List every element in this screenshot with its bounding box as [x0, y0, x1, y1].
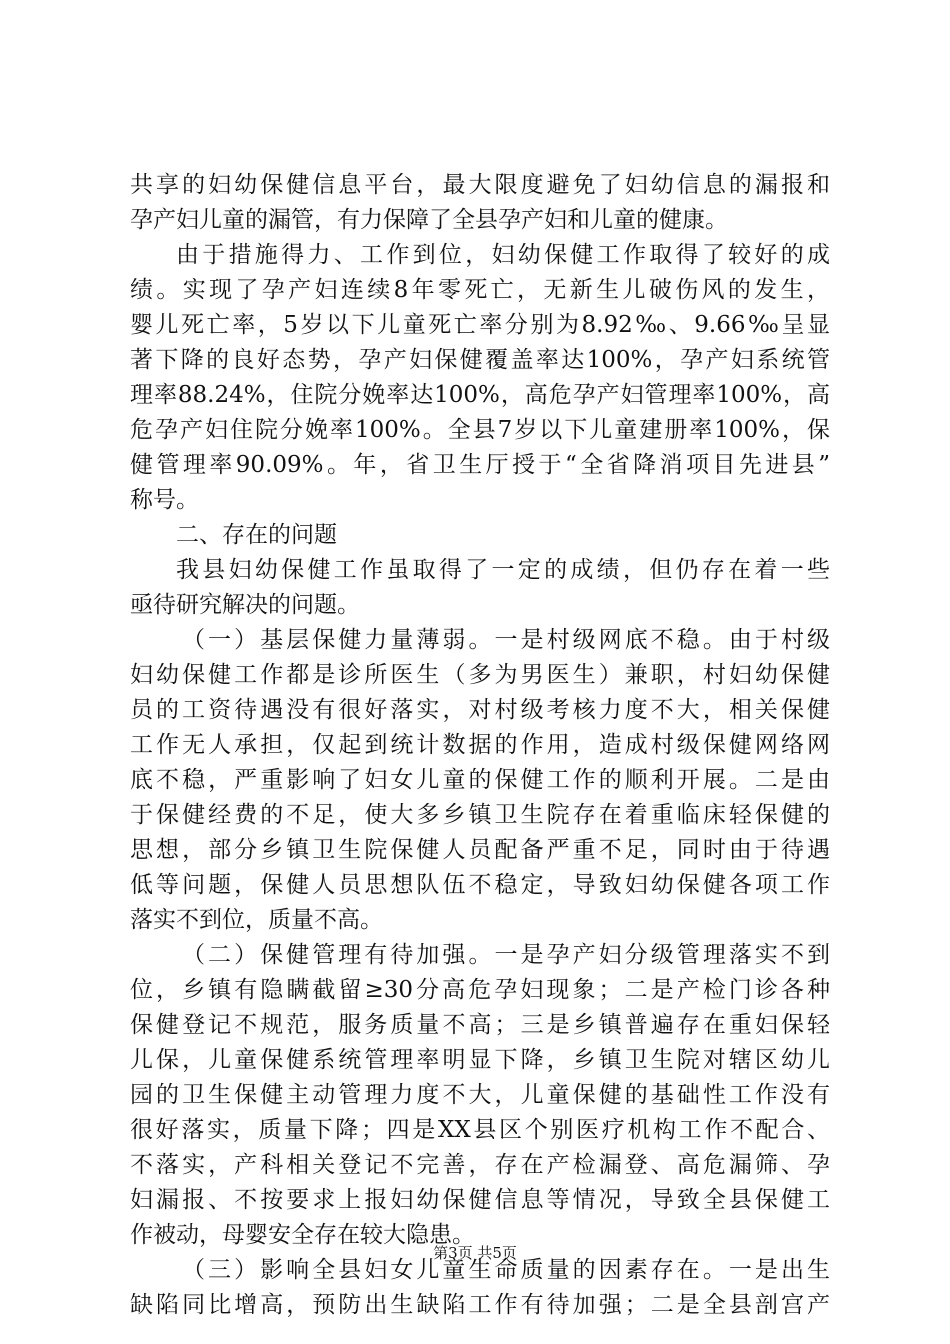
- text-line: 理率88.24%，住院分娩率达100%，高危孕产妇管理率100%，高: [130, 382, 830, 408]
- text-line: 不落实，产科相关登记不完善，存在产检漏登、高危漏筛、孕: [130, 1152, 830, 1178]
- text-line: 很好落实，质量下降；四是XX县区个别医疗机构工作不配合、: [130, 1117, 830, 1143]
- text-line: 亟待研究解决的问题。: [130, 592, 360, 618]
- text-line: 妇漏报、不按要求上报妇幼保健信息等情况，导致全县保健工: [130, 1187, 830, 1213]
- text-line: 低等问题，保健人员思想队伍不稳定，导致妇幼保健各项工作: [130, 872, 830, 898]
- document-body: [130, 168, 830, 1323]
- text-line: 我县妇幼保健工作虽取得了一定的成绩，但仍存在着一些: [176, 557, 830, 583]
- text-line: 由于措施得力、工作到位，妇幼保健工作取得了较好的成: [176, 242, 830, 268]
- text-line: 思想，部分乡镇卫生院保健人员配备严重不足，同时由于待遇: [130, 837, 830, 863]
- text-line: 缺陷同比增高，预防出生缺陷工作有待加强；二是全县剖宫产: [130, 1292, 830, 1318]
- text-line: 工作无人承担，仅起到统计数据的作用，造成村级保健网络网: [130, 732, 830, 758]
- text-line: 危孕产妇住院分娩率100%。全县7岁以下儿童建册率100%，保: [130, 417, 830, 443]
- text-line: （二）保健管理有待加强。一是孕产妇分级管理落实不到: [182, 942, 830, 968]
- text-line: 称号。: [130, 487, 199, 513]
- text-line: 位，乡镇有隐瞒截留≥30分高危孕妇现象；二是产检门诊各种: [130, 977, 830, 1003]
- text-line: 员的工资待遇没有很好落实，对村级考核力度不大，相关保健: [130, 697, 830, 723]
- text-line: 园的卫生保健主动管理力度不大，儿童保健的基础性工作没有: [130, 1082, 830, 1108]
- text-line: 婴儿死亡率，5岁以下儿童死亡率分别为8.92‰、9.66‰呈显: [130, 312, 830, 338]
- text-line: （三）影响全县妇女儿童生命质量的因素存在。一是出生: [182, 1257, 830, 1283]
- text-line: 绩。实现了孕产妇连续8年零死亡，无新生儿破伤风的发生，: [130, 277, 830, 303]
- text-line: 儿保，儿童保健系统管理率明显下降，乡镇卫生院对辖区幼儿: [130, 1047, 830, 1073]
- text-line: 落实不到位，质量不高。: [130, 907, 383, 933]
- text-line: 保健登记不规范，服务质量不高；三是乡镇普遍存在重妇保轻: [130, 1012, 830, 1038]
- text-line: （一）基层保健力量薄弱。一是村级网底不稳。由于村级: [182, 627, 830, 653]
- text-line: 妇幼保健工作都是诊所医生（多为男医生）兼职，村妇幼保健: [130, 662, 830, 688]
- text-line: 于保健经费的不足，使大多乡镇卫生院存在着重临床轻保健的: [130, 802, 830, 828]
- text-line: 健管理率90.09%。年，省卫生厅授于“全省降消项目先进县”: [130, 452, 830, 478]
- text-line: 底不稳，严重影响了妇女儿童的保健工作的顺利开展。二是由: [130, 767, 830, 793]
- text-line: 孕产妇儿童的漏管，有力保障了全县孕产妇和儿童的健康。: [130, 207, 728, 233]
- text-line: 著下降的良好态势，孕产妇保健覆盖率达100%，孕产妇系统管: [130, 347, 830, 373]
- text-line: 作被动，母婴安全存在较大隐患。: [130, 1222, 475, 1248]
- page-footer: 第3页 共5页: [433, 1244, 517, 1262]
- text-line: 共享的妇幼保健信息平台，最大限度避免了妇幼信息的漏报和: [130, 172, 830, 198]
- text-line: 二、存在的问题: [176, 522, 337, 548]
